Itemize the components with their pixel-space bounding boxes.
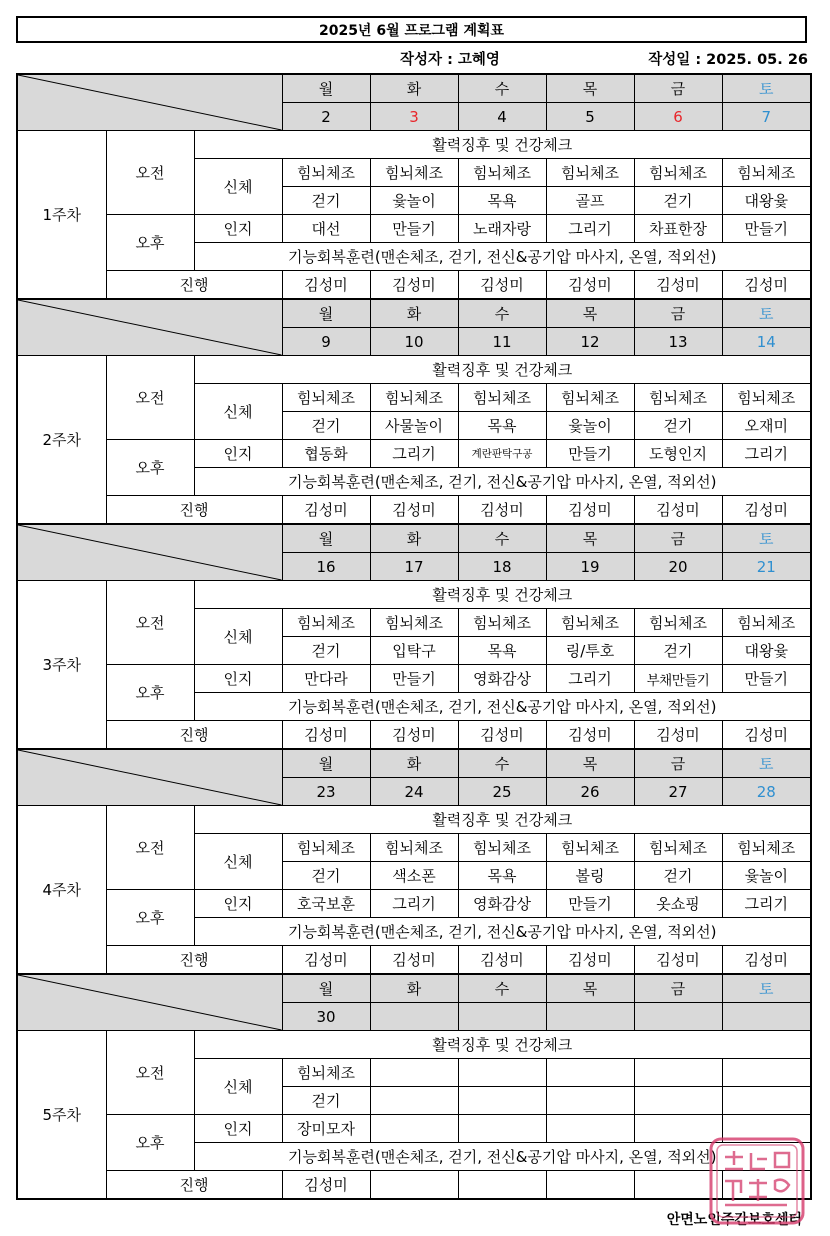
weekday-header: 월 — [282, 974, 370, 1003]
weekday-header: 금 — [634, 74, 722, 103]
date-cell: 18 — [458, 553, 546, 581]
cognitive-activity-cell: 영화감상 — [458, 665, 546, 693]
cognitive-activity-cell: 만들기 — [546, 440, 634, 468]
week-label: 1주차 — [17, 131, 106, 300]
date-cell: 20 — [634, 553, 722, 581]
staff-cell: 김성미 — [634, 946, 722, 975]
body-label: 신체 — [194, 384, 282, 440]
exercise-cell: 힘뇌체조 — [458, 384, 546, 412]
cognitive-activity-cell: 만들기 — [370, 215, 458, 243]
morning-label: 오전 — [106, 806, 194, 890]
exercise-cell: 힘뇌체조 — [370, 159, 458, 187]
date-cell — [458, 1003, 546, 1031]
weekday-header: 수 — [458, 974, 546, 1003]
exercise-cell: 힘뇌체조 — [458, 834, 546, 862]
weekday-header: 목 — [546, 524, 634, 553]
body-label: 신체 — [194, 609, 282, 665]
cognitive-activity-cell: 만들기 — [370, 665, 458, 693]
cognitive-activity-cell: 호국보훈 — [282, 890, 370, 918]
body-activity-cell: 걷기 — [282, 1087, 370, 1115]
staff-cell: 김성미 — [546, 946, 634, 975]
body-activity-cell: 골프 — [546, 187, 634, 215]
body-activity-cell: 링/투호 — [546, 637, 634, 665]
weekday-header: 토 — [722, 524, 811, 553]
staff-label: 진행 — [106, 271, 282, 300]
weekday-header: 월 — [282, 749, 370, 778]
body-activity-cell: 사물놀이 — [370, 412, 458, 440]
cognitive-activity-cell: 그리기 — [370, 440, 458, 468]
cognitive-activity-cell: 만들기 — [546, 890, 634, 918]
date-cell: 12 — [546, 328, 634, 356]
week-label: 2주차 — [17, 356, 106, 525]
weekday-header: 목 — [546, 974, 634, 1003]
body-activity-cell — [634, 1087, 722, 1115]
date-cell — [634, 1003, 722, 1031]
cognitive-activity-cell: 계란판탁구공 — [458, 440, 546, 468]
weekday-header: 수 — [458, 524, 546, 553]
afternoon-label: 오후 — [106, 1115, 194, 1171]
date-cell: 27 — [634, 778, 722, 806]
weekday-header: 월 — [282, 299, 370, 328]
exercise-cell: 힘뇌체조 — [546, 159, 634, 187]
exercise-cell: 힘뇌체조 — [282, 834, 370, 862]
cognitive-activity-cell — [546, 1115, 634, 1143]
cognitive-activity-cell: 만들기 — [722, 215, 811, 243]
exercise-cell: 힘뇌체조 — [546, 609, 634, 637]
staff-cell: 김성미 — [370, 721, 458, 750]
date-cell: 10 — [370, 328, 458, 356]
staff-cell: 김성미 — [370, 271, 458, 300]
vital-check-row: 활력징후 및 건강체크 — [194, 581, 811, 609]
cognitive-label: 인지 — [194, 1115, 282, 1143]
body-activity-cell: 대왕윷 — [722, 187, 811, 215]
weekday-header: 토 — [722, 749, 811, 778]
exercise-cell: 힘뇌체조 — [282, 384, 370, 412]
body-label: 신체 — [194, 159, 282, 215]
exercise-cell: 힘뇌체조 — [282, 609, 370, 637]
date-cell: 25 — [458, 778, 546, 806]
weekday-header: 월 — [282, 74, 370, 103]
exercise-cell: 힘뇌체조 — [722, 834, 811, 862]
cognitive-activity-cell: 장미모자 — [282, 1115, 370, 1143]
afternoon-label: 오후 — [106, 440, 194, 496]
staff-cell — [546, 1171, 634, 1200]
body-activity-cell: 걷기 — [282, 412, 370, 440]
staff-cell: 김성미 — [722, 271, 811, 300]
weekday-header: 화 — [370, 74, 458, 103]
date-cell — [370, 1003, 458, 1031]
staff-cell: 김성미 — [458, 271, 546, 300]
staff-cell: 김성미 — [282, 1171, 370, 1200]
body-activity-cell: 목욕 — [458, 187, 546, 215]
date-cell: 19 — [546, 553, 634, 581]
cognitive-label: 인지 — [194, 440, 282, 468]
exercise-cell: 힘뇌체조 — [370, 384, 458, 412]
cognitive-activity-cell: 그리기 — [722, 890, 811, 918]
staff-cell: 김성미 — [634, 271, 722, 300]
exercise-cell: 힘뇌체조 — [370, 834, 458, 862]
weekday-header: 금 — [634, 749, 722, 778]
page-title: 2025년 6월 프로그램 계획표 — [16, 16, 807, 43]
exercise-cell: 힘뇌체조 — [722, 159, 811, 187]
staff-label: 진행 — [106, 946, 282, 975]
header-diagonal-cell — [17, 974, 282, 1031]
weekday-header: 화 — [370, 749, 458, 778]
date-cell: 14 — [722, 328, 811, 356]
exercise-cell — [546, 1059, 634, 1087]
staff-cell: 김성미 — [458, 721, 546, 750]
cognitive-activity-cell: 그리기 — [546, 215, 634, 243]
staff-cell: 김성미 — [370, 496, 458, 525]
weekday-header: 화 — [370, 299, 458, 328]
staff-cell: 김성미 — [546, 271, 634, 300]
staff-cell — [370, 1171, 458, 1200]
cognitive-activity-cell: 차표한장 — [634, 215, 722, 243]
body-activity-cell — [458, 1087, 546, 1115]
vital-check-row: 활력징후 및 건강체크 — [194, 356, 811, 384]
body-activity-cell — [546, 1087, 634, 1115]
date-cell: 3 — [370, 103, 458, 131]
date-cell: 23 — [282, 778, 370, 806]
exercise-cell: 힘뇌체조 — [722, 384, 811, 412]
weekday-header: 토 — [722, 974, 811, 1003]
date-cell: 30 — [282, 1003, 370, 1031]
weekday-header: 금 — [634, 974, 722, 1003]
body-activity-cell: 목욕 — [458, 412, 546, 440]
body-label: 신체 — [194, 1059, 282, 1115]
body-activity-cell: 윷놀이 — [722, 862, 811, 890]
cognitive-activity-cell: 노래자랑 — [458, 215, 546, 243]
official-seal-stamp — [707, 1135, 807, 1227]
exercise-cell: 힘뇌체조 — [370, 609, 458, 637]
weekday-header: 금 — [634, 299, 722, 328]
cognitive-activity-cell: 영화감상 — [458, 890, 546, 918]
date-cell: 24 — [370, 778, 458, 806]
staff-cell: 김성미 — [546, 496, 634, 525]
date-cell: 7 — [722, 103, 811, 131]
morning-label: 오전 — [106, 356, 194, 440]
body-activity-cell: 입탁구 — [370, 637, 458, 665]
cognitive-activity-cell: 만들기 — [722, 665, 811, 693]
weekday-header: 토 — [722, 299, 811, 328]
staff-cell: 김성미 — [282, 496, 370, 525]
date-cell: 2 — [282, 103, 370, 131]
staff-label: 진행 — [106, 496, 282, 525]
cognitive-label: 인지 — [194, 665, 282, 693]
cognitive-activity-cell: 협동화 — [282, 440, 370, 468]
morning-label: 오전 — [106, 581, 194, 665]
exercise-cell — [722, 1059, 811, 1087]
body-activity-cell: 윷놀이 — [370, 187, 458, 215]
header-diagonal-cell — [17, 74, 282, 131]
body-activity-cell: 걷기 — [634, 862, 722, 890]
staff-cell: 김성미 — [722, 721, 811, 750]
rehab-row: 기능회복훈련(맨손체조, 걷기, 전신&공기압 마사지, 온열, 적외선) — [194, 243, 811, 271]
body-activity-cell: 볼링 — [546, 862, 634, 890]
staff-cell — [458, 1171, 546, 1200]
morning-label: 오전 — [106, 131, 194, 215]
center-name: 안면노인주간보호센터 — [666, 1212, 802, 1228]
cognitive-activity-cell: 도형인지 — [634, 440, 722, 468]
exercise-cell: 힘뇌체조 — [546, 834, 634, 862]
exercise-cell: 힘뇌체조 — [458, 159, 546, 187]
afternoon-label: 오후 — [106, 665, 194, 721]
date-cell: 16 — [282, 553, 370, 581]
exercise-cell — [458, 1059, 546, 1087]
cognitive-activity-cell: 그리기 — [722, 440, 811, 468]
staff-cell: 김성미 — [282, 271, 370, 300]
date-label: 작성일 : 2025. 05. 26 — [648, 52, 808, 68]
weekday-header: 토 — [722, 74, 811, 103]
rehab-row: 기능회복훈련(맨손체조, 걷기, 전신&공기압 마사지, 온열, 적외선) — [194, 1143, 811, 1171]
date-cell: 17 — [370, 553, 458, 581]
date-cell: 26 — [546, 778, 634, 806]
cognitive-activity-cell — [458, 1115, 546, 1143]
exercise-cell: 힘뇌체조 — [282, 1059, 370, 1087]
rehab-row: 기능회복훈련(맨손체조, 걷기, 전신&공기압 마사지, 온열, 적외선) — [194, 918, 811, 946]
exercise-cell: 힘뇌체조 — [722, 609, 811, 637]
body-activity-cell: 윷놀이 — [546, 412, 634, 440]
vital-check-row: 활력징후 및 건강체크 — [194, 806, 811, 834]
program-table — [16, 73, 812, 1200]
body-activity-cell: 걷기 — [282, 187, 370, 215]
body-activity-cell: 색소폰 — [370, 862, 458, 890]
weekday-header: 금 — [634, 524, 722, 553]
body-activity-cell: 대왕윷 — [722, 637, 811, 665]
date-cell: 9 — [282, 328, 370, 356]
body-activity-cell: 걷기 — [282, 862, 370, 890]
weekday-header: 월 — [282, 524, 370, 553]
cognitive-activity-cell: 만다라 — [282, 665, 370, 693]
week-label: 5주차 — [17, 1031, 106, 1200]
staff-cell: 김성미 — [634, 496, 722, 525]
date-cell: 4 — [458, 103, 546, 131]
week-label: 3주차 — [17, 581, 106, 750]
header-diagonal-cell — [17, 299, 282, 356]
staff-cell: 김성미 — [282, 721, 370, 750]
date-cell: 13 — [634, 328, 722, 356]
exercise-cell — [370, 1059, 458, 1087]
date-cell: 11 — [458, 328, 546, 356]
vital-check-row: 활력징후 및 건강체크 — [194, 131, 811, 159]
weekday-header: 목 — [546, 74, 634, 103]
body-activity-cell: 오재미 — [722, 412, 811, 440]
body-label: 신체 — [194, 834, 282, 890]
date-cell: 5 — [546, 103, 634, 131]
week-label: 4주차 — [17, 806, 106, 975]
weekday-header: 목 — [546, 299, 634, 328]
weekday-header: 수 — [458, 749, 546, 778]
vital-check-row: 활력징후 및 건강체크 — [194, 1031, 811, 1059]
staff-cell: 김성미 — [722, 496, 811, 525]
weekday-header: 목 — [546, 749, 634, 778]
body-activity-cell: 목욕 — [458, 862, 546, 890]
cognitive-activity-cell: 옷쇼핑 — [634, 890, 722, 918]
cognitive-activity-cell: 부채만들기 — [634, 665, 722, 693]
exercise-cell: 힘뇌체조 — [634, 834, 722, 862]
header-diagonal-cell — [17, 749, 282, 806]
date-cell: 6 — [634, 103, 722, 131]
body-activity-cell — [370, 1087, 458, 1115]
cognitive-activity-cell — [370, 1115, 458, 1143]
exercise-cell — [634, 1059, 722, 1087]
body-activity-cell — [722, 1087, 811, 1115]
staff-cell: 김성미 — [458, 496, 546, 525]
exercise-cell: 힘뇌체조 — [634, 384, 722, 412]
staff-cell: 김성미 — [634, 721, 722, 750]
staff-cell: 김성미 — [546, 721, 634, 750]
date-cell — [546, 1003, 634, 1031]
body-activity-cell: 걷기 — [634, 187, 722, 215]
staff-cell: 김성미 — [458, 946, 546, 975]
weekday-header: 화 — [370, 974, 458, 1003]
date-cell: 28 — [722, 778, 811, 806]
rehab-row: 기능회복훈련(맨손체조, 걷기, 전신&공기압 마사지, 온열, 적외선) — [194, 693, 811, 721]
exercise-cell: 힘뇌체조 — [634, 159, 722, 187]
cognitive-activity-cell: 그리기 — [370, 890, 458, 918]
date-cell: 21 — [722, 553, 811, 581]
cognitive-activity-cell: 대선 — [282, 215, 370, 243]
header-diagonal-cell — [17, 524, 282, 581]
body-activity-cell: 목욕 — [458, 637, 546, 665]
exercise-cell: 힘뇌체조 — [458, 609, 546, 637]
body-activity-cell: 걷기 — [634, 637, 722, 665]
afternoon-label: 오후 — [106, 215, 194, 271]
weekday-header: 수 — [458, 299, 546, 328]
weekday-header: 수 — [458, 74, 546, 103]
author-label: 작성자 : 고혜영 — [400, 52, 500, 68]
staff-cell: 김성미 — [722, 946, 811, 975]
afternoon-label: 오후 — [106, 890, 194, 946]
staff-label: 진행 — [106, 721, 282, 750]
date-cell — [722, 1003, 811, 1031]
body-activity-cell: 걷기 — [634, 412, 722, 440]
exercise-cell: 힘뇌체조 — [282, 159, 370, 187]
cognitive-label: 인지 — [194, 890, 282, 918]
exercise-cell: 힘뇌체조 — [546, 384, 634, 412]
morning-label: 오전 — [106, 1031, 194, 1115]
staff-cell: 김성미 — [370, 946, 458, 975]
staff-label: 진행 — [106, 1171, 282, 1200]
weekday-header: 화 — [370, 524, 458, 553]
cognitive-activity-cell: 그리기 — [546, 665, 634, 693]
exercise-cell: 힘뇌체조 — [634, 609, 722, 637]
cognitive-label: 인지 — [194, 215, 282, 243]
staff-cell: 김성미 — [282, 946, 370, 975]
rehab-row: 기능회복훈련(맨손체조, 걷기, 전신&공기압 마사지, 온열, 적외선) — [194, 468, 811, 496]
body-activity-cell: 걷기 — [282, 637, 370, 665]
